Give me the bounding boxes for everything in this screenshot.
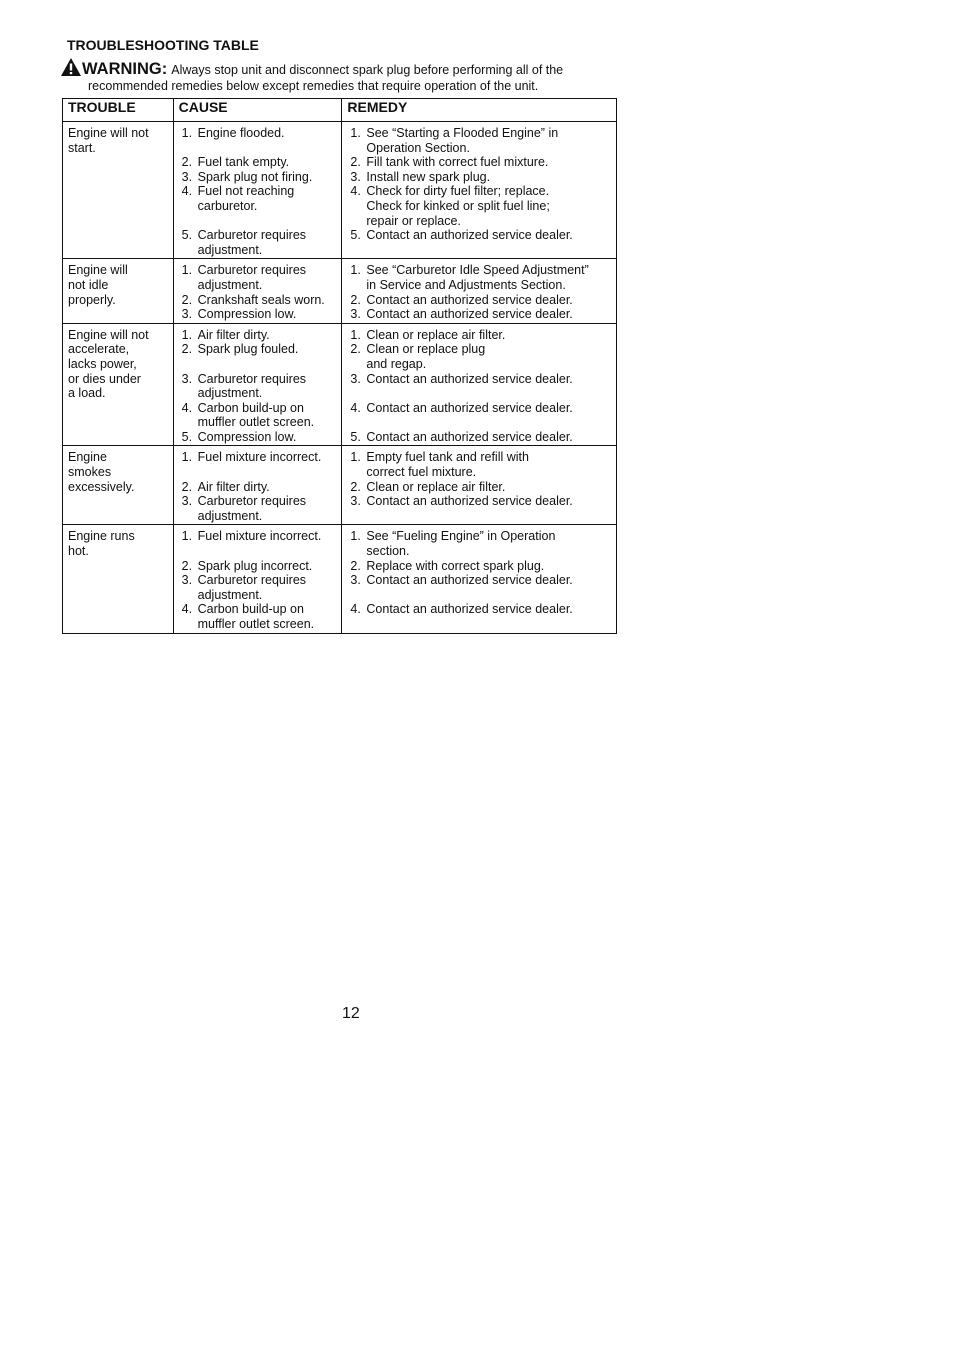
remedy-line [342,544,616,559]
item-number: 5. [350,429,361,444]
remedy-text: Check for dirty fuel filter; replace. [366,184,550,199]
remedy-text: Operation Section. [366,140,470,155]
cause-line [174,529,342,544]
cause-text: Compression low. [197,429,297,444]
item-number: 2. [350,155,361,170]
trouble-text: properly. [68,292,116,307]
troubleshooting-table [62,98,617,634]
remedy-text: Install new spark plug. [366,169,491,184]
trouble-text: hot. [68,544,89,559]
cause-text: Carburetor requires [197,263,307,278]
item-number: 2. [350,292,361,307]
trouble-text: Engine will not [68,327,149,342]
cause-line [174,401,342,416]
remedy-line [342,214,616,229]
cause-text: Fuel mixture incorrect. [197,450,322,465]
remedy-text: Contact an authorized service dealer. [366,371,573,386]
remedy-line [342,155,616,170]
item-number: 5. [350,228,361,243]
remedy-line [342,602,616,617]
remedy-text: Contact an authorized service dealer. [366,494,573,509]
cause-text: muffler outlet screen. [197,617,315,631]
item-number: 1. [350,263,361,278]
remedy-cell [342,525,617,633]
cause-text: carburetor. [197,198,258,213]
page-number: 12 [342,1005,360,1022]
item-number: 1. [350,327,361,342]
item-number: 2. [181,292,193,307]
remedy-text: Replace with correct spark plug. [366,558,545,573]
table-row [63,446,617,525]
item-number: 3. [350,169,361,184]
header-trouble: TROUBLE [63,99,174,122]
remedy-line [342,328,616,343]
warning-text-line2: recommended remedies below except remedies that require operation of the unit. [88,79,539,93]
cause-line [174,328,342,343]
page-title: TROUBLESHOOTING TABLE [67,37,259,53]
remedy-line [342,465,616,480]
warning-triangle-icon [60,57,82,77]
trouble-text: Engine will [68,263,128,278]
trouble-text: a load. [68,386,106,401]
table-row [63,122,617,259]
remedy-line [342,170,616,185]
item-number: 3. [181,307,193,322]
cause-line [174,357,342,372]
trouble-text: excessively. [68,479,135,494]
cause-text: Spark plug incorrect. [197,558,313,573]
trouble-text: Engine [68,450,107,465]
item-number: 2. [181,342,193,357]
remedy-line [342,228,616,243]
cause-line [174,126,342,141]
cause-text: Spark plug fouled. [197,342,299,357]
remedy-text: repair or replace. [366,213,461,228]
item-number: 2. [350,558,361,573]
remedy-line [342,415,616,430]
trouble-cell [63,259,174,323]
item-number: 3. [181,169,193,184]
cause-text: adjustment. [197,242,263,257]
cause-text: muffler outlet screen. [197,415,315,430]
remedy-cell [342,259,617,323]
remedy-line [342,588,616,603]
remedy-line [342,141,616,156]
cause-cell [173,122,342,259]
cause-cell [173,323,342,446]
cause-text: Air filter dirty. [197,479,270,494]
table-row [63,525,617,633]
cause-line [174,617,342,632]
item-number: 3. [181,371,193,386]
cause-line [174,342,342,357]
cause-line [174,263,342,278]
cause-text: Carbon build-up on [197,400,304,415]
item-number: 3. [181,573,193,588]
trouble-cell [63,525,174,633]
item-number: 1. [181,126,193,140]
remedy-text: and regap. [366,356,427,371]
remedy-text: Clean or replace air filter. [366,479,506,494]
item-number: 1. [350,529,361,544]
cause-line [174,307,342,322]
remedy-line [342,307,616,322]
trouble-cell [63,323,174,446]
item-number: 4. [350,184,361,199]
remedy-cell [342,122,617,259]
cause-line [174,602,342,617]
remedy-text: See “Carburetor Idle Speed Adjustment” [366,263,589,278]
cause-text: Spark plug not firing. [197,169,313,184]
remedy-text: Clean or replace air filter. [366,327,506,342]
cause-line [174,155,342,170]
item-number: 4. [181,184,193,199]
item-number: 2. [350,479,361,494]
remedy-line [342,263,616,278]
remedy-line [342,372,616,387]
cause-line [174,573,342,588]
trouble-text: Engine will not [68,126,149,140]
item-number: 3. [350,573,361,588]
remedy-text: Contact an authorized service dealer. [366,573,573,588]
cause-line [174,372,342,387]
cause-line [174,170,342,185]
warning-notice [60,57,620,95]
trouble-text: smokes [68,465,112,480]
remedy-line [342,199,616,214]
remedy-line [342,386,616,401]
cause-line [174,559,342,574]
remedy-text: Contact an authorized service dealer. [366,292,573,307]
item-number: 1. [350,126,361,140]
cause-cell [173,259,342,323]
cause-text: Fuel mixture incorrect. [197,529,322,544]
item-number: 5. [181,228,193,243]
remedy-text: See “Fueling Engine” in Operation [366,529,556,544]
cause-text: adjustment. [197,386,263,401]
cause-line [174,293,342,308]
remedy-line [342,357,616,372]
cause-text: Carbon build-up on [197,602,304,617]
item-number: 3. [350,371,361,386]
cause-line [174,214,342,229]
item-number: 1. [350,450,361,465]
table-header-row [63,99,617,122]
cause-text: adjustment. [197,587,263,602]
remedy-line [342,293,616,308]
cause-text: Carburetor requires [197,573,307,588]
remedy-text: Contact an authorized service dealer. [366,228,573,243]
cause-line [174,450,342,465]
remedy-line [342,494,616,509]
trouble-text: or dies under [68,371,141,386]
remedy-line [342,184,616,199]
trouble-text: Engine runs [68,529,135,544]
remedy-line [342,573,616,588]
remedy-line [342,126,616,141]
remedy-text: Contact an authorized service dealer. [366,307,573,322]
cause-line [174,494,342,509]
cause-text: Compression low. [197,307,297,322]
remedy-text: correct fuel mixture. [366,465,477,480]
cause-line [174,415,342,430]
item-number: 2. [181,479,193,494]
remedy-text: in Service and Adjustments Section. [366,277,566,292]
remedy-line [342,559,616,574]
trouble-text: start. [68,140,96,155]
table-row [63,323,617,446]
item-number: 4. [181,602,193,617]
warning-text-line1: Always stop unit and disconnect spark plug before performing all of the [171,63,564,77]
item-number: 1. [181,263,193,278]
remedy-text: Empty fuel tank and refill with [366,450,529,465]
cause-line [174,141,342,156]
remedy-text: Clean or replace plug [366,342,486,357]
cause-text: Carburetor requires [197,371,307,386]
cause-line [174,278,342,293]
trouble-cell [63,446,174,525]
cause-line [174,509,342,524]
item-number: 3. [350,494,361,509]
item-number: 2. [181,558,193,573]
cause-text: Air filter dirty. [197,327,270,342]
remedy-line [342,529,616,544]
remedy-line [342,278,616,293]
cause-cell [173,525,342,633]
cause-line [174,544,342,559]
remedy-line [342,480,616,495]
cause-text: Fuel not reaching [197,184,295,199]
cause-text: Carburetor requires [197,228,307,243]
remedy-text: Contact an authorized service dealer. [366,602,573,617]
trouble-text: lacks power, [68,356,137,371]
remedy-text: Contact an authorized service dealer. [366,429,573,444]
remedy-cell [342,323,617,446]
remedy-text: Fill tank with correct fuel mixture. [366,155,549,170]
item-number: 4. [350,602,361,617]
cause-line [174,184,342,199]
item-number: 3. [181,494,193,509]
cause-text: Engine flooded. [197,126,285,140]
trouble-cell [63,122,174,259]
cause-line [174,199,342,214]
item-number: 4. [181,400,193,415]
cause-text: Fuel tank empty. [197,155,290,170]
item-number: 2. [181,155,193,170]
remedy-cell [342,446,617,525]
remedy-line [342,342,616,357]
remedy-text: Check for kinked or split fuel line; [366,198,550,213]
item-number: 3. [350,307,361,322]
item-number: 5. [181,429,193,444]
cause-line [174,386,342,401]
item-number: 4. [350,400,361,415]
header-remedy: REMEDY [342,99,617,122]
table-row [63,259,617,323]
item-number: 1. [181,450,193,465]
trouble-text: not idle [68,277,109,292]
item-number: 1. [181,327,193,342]
item-number: 1. [181,529,193,544]
cause-cell [173,446,342,525]
remedy-text: section. [366,544,410,559]
cause-line [174,228,342,243]
cause-line [174,430,342,445]
cause-text: adjustment. [197,508,263,523]
remedy-line [342,401,616,416]
header-cause: CAUSE [173,99,342,122]
cause-text: Crankshaft seals worn. [197,292,325,307]
trouble-text: accelerate, [68,342,130,357]
cause-line [174,480,342,495]
item-number: 2. [350,342,361,357]
remedy-text: See “Starting a Flooded Engine” in [366,126,559,140]
remedy-text: Contact an authorized service dealer. [366,400,573,415]
cause-line [174,465,342,480]
cause-line [174,588,342,603]
cause-text: adjustment. [197,277,263,292]
remedy-line [342,450,616,465]
warning-label: WARNING: [82,60,168,78]
remedy-line [342,430,616,445]
cause-line [174,243,342,258]
cause-text: Carburetor requires [197,494,307,509]
